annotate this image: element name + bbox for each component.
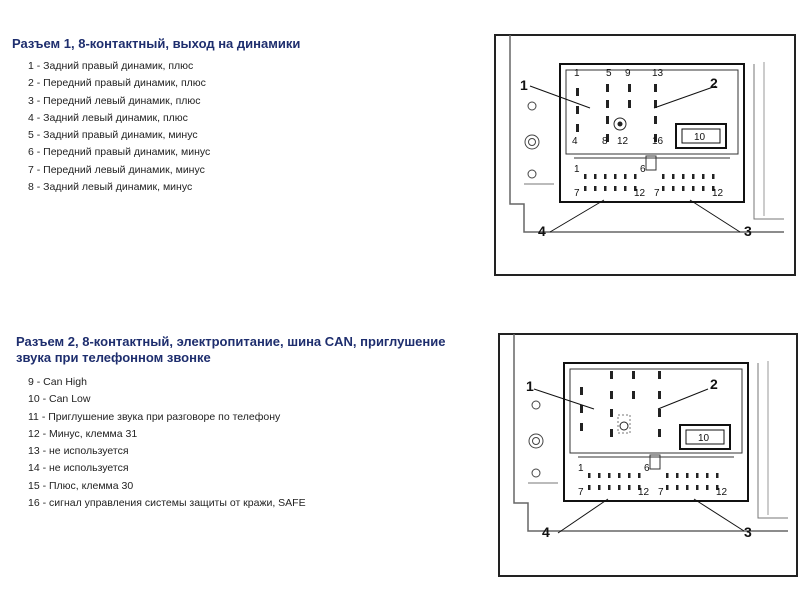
pin-label: 12 [617,136,629,147]
row-label: 7 [658,487,664,498]
list-item: 1 - Задний правый динамик, плюс [28,60,194,72]
callout-label: 2 [710,376,718,392]
row-label: 1 [578,463,584,474]
list-item: 13 - не используется [28,445,129,458]
section2-title-line2: звука при телефонном звонке [16,350,211,365]
callout-label: 4 [538,223,546,239]
callout-label: 2 [710,75,718,91]
pin-label: 16 [652,136,664,147]
list-item: 10 - Can Low [28,393,91,406]
section2-pin-list [28,374,306,512]
row-label: 12 [634,188,646,199]
socket-label: 10 [698,433,710,444]
list-item: 11 - Приглушение звука при разговоре по телефону [28,410,281,423]
connector-drawing [494,34,796,276]
pin-label: 1 [574,68,580,79]
list-item: 2 - Передний правый динамик, плюс [28,77,206,90]
row-label: 7 [574,188,580,199]
list-item: 7 - Передний левый динамик, минус [28,163,205,176]
list-item: 15 - Плюс, клемма 30 [28,479,134,492]
section1-pin-list [28,58,210,196]
list-item: 6 - Передний правый динамик, минус [28,146,211,159]
connector-diagram-1 [494,34,796,276]
row-label: 7 [654,188,660,199]
list-item: 12 - Минус, клемма 31 [28,427,138,440]
socket-label: 10 [694,132,706,143]
row-label: 12 [638,487,650,498]
list-item: 16 - сигнал управления системы защиты от кражи, SAFE [28,497,306,510]
row-label: 6 [640,164,646,175]
list-item: 9 - Can High [28,376,87,388]
row-label: 6 [644,463,650,474]
callout-label: 1 [526,378,534,394]
pin-label: 5 [606,68,612,79]
list-item: 14 - не используется [28,462,129,475]
row-label: 12 [716,487,728,498]
list-item: 8 - Задний левый динамик, минус [28,181,193,194]
pin-label: 4 [572,136,578,147]
row-label: 12 [712,188,724,199]
pin-label: 13 [652,68,664,79]
row-label: 1 [574,164,580,175]
list-item: 3 - Передний левый динамик, плюс [28,94,201,107]
pin-label: 8 [602,136,608,147]
list-item: 5 - Задний правый динамик, минус [28,129,198,142]
callout-label: 3 [744,524,752,540]
callout-label: 1 [520,77,528,93]
connector-drawing [498,333,798,577]
section2-title [16,334,445,366]
section1-title: Разъем 1, 8-контактный, выход на динамики [12,36,301,51]
list-item: 4 - Задний левый динамик, плюс [28,111,188,124]
callout-label: 3 [744,223,752,239]
row-label: 7 [578,487,584,498]
connector-diagram-2 [498,333,798,577]
callout-label: 4 [542,524,550,540]
pin-label: 9 [625,68,631,79]
section2-title-line1: Разъем 2, 8-контактный, электропитание, шина CAN, приглушение [16,334,446,349]
